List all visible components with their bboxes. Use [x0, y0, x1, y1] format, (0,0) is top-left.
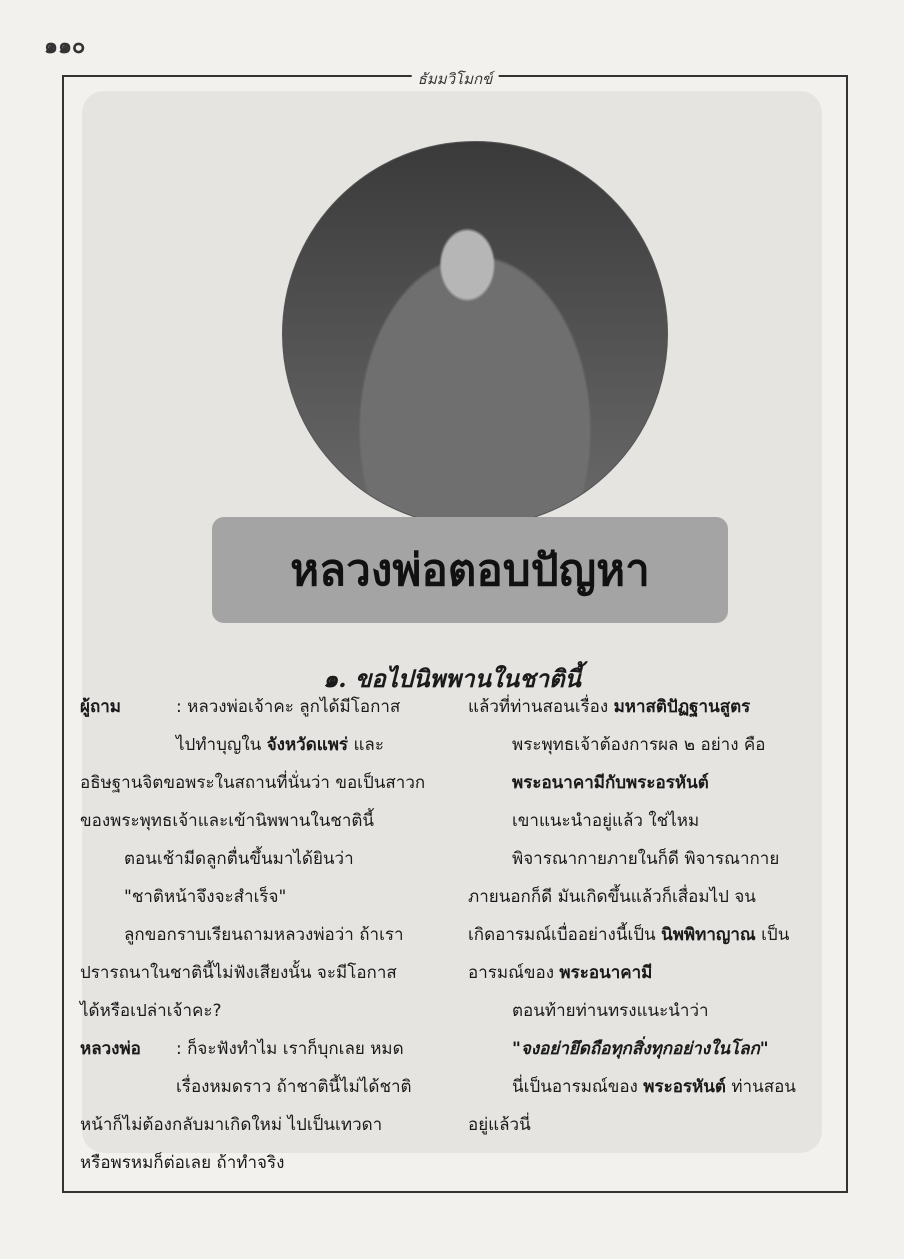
line-text: ไปทำบุญใน — [176, 735, 267, 755]
line-text: นี่เป็นอารมณ์ของ — [512, 1077, 644, 1097]
line-text: เกิดอารมณ์เบื่ออย่างนี้เป็น — [468, 925, 662, 945]
speaker-label: หลวงพ่อ — [80, 1039, 141, 1059]
text-line — [80, 1030, 456, 1068]
text-line: หรือพรหมก็ต่อเลย ถ้าทำจริง — [80, 1153, 285, 1173]
text-line: หน้าก็ไม่ต้องกลับมาเกิดใหม่ ไปเป็นเทวดา — [80, 1115, 383, 1135]
text-line: อยู่แล้วนี่ — [468, 1115, 531, 1135]
text-line: เรื่องหมดราว ถ้าชาตินี้ไม่ได้ชาติ — [176, 1077, 412, 1097]
line-text: แล้วที่ท่านสอนเรื่อง — [468, 697, 614, 717]
line-text: อารมณ์ของ — [468, 963, 560, 983]
text-line: "ชาติหน้าจึงจะสำเร็จ" — [124, 887, 287, 907]
text-line — [80, 726, 456, 764]
text-line: พระอนาคามีกับพระอรหันต์ — [512, 773, 709, 793]
text-line: ตอนเช้ามีดลูกตื่นขึ้นมาได้ยินว่า — [124, 849, 354, 869]
line-text: และ — [348, 735, 384, 755]
page-number: ๑๑๐ — [44, 33, 86, 59]
line-text: : หลวงพ่อเจ้าคะ ลูกได้มีโอกาส — [176, 697, 401, 717]
text-line: อธิษฐานจิตขอพระในสถานที่นั่นว่า ขอเป็นสาวก — [80, 773, 426, 793]
text-line: ปรารถนาในชาตินี้ไม่ฟังเสียงนั้น จะมีโอกาส — [80, 963, 397, 983]
line-text: : ก็จะฟังทำไม เราก็บุกเลย หมด — [176, 1039, 404, 1059]
text-line: ของพระพุทธเจ้าและเข้านิพพานในชาตินี้ — [80, 811, 375, 831]
left-column — [80, 688, 456, 1182]
text-line — [468, 954, 846, 992]
text-line: ภายนอกก็ดี มันเกิดขึ้นแล้วก็เสื่อมไป จน — [468, 887, 756, 907]
speaker-label: ผู้ถาม — [80, 697, 122, 717]
text-line: ตอนท้ายท่านทรงแนะนำว่า — [512, 1001, 709, 1021]
right-column — [468, 688, 846, 1144]
text-line: ได้หรือเปล่าเจ้าคะ? — [80, 1001, 222, 1021]
term-bold: พระอรหันต์ — [643, 1077, 726, 1097]
text-line: ลูกขอกราบเรียนถามหลวงพ่อว่า ถ้าเรา — [124, 925, 404, 945]
sutta-name: มหาสติปัฏฐานสูตร — [613, 697, 751, 717]
text-line — [468, 688, 846, 726]
text-line: พิจารณากายภายในก็ดี พิจารณากาย — [512, 849, 780, 869]
term-bold: พระอนาคามี — [559, 963, 653, 983]
text-line — [468, 916, 846, 954]
portrait-photo — [282, 141, 668, 527]
text-line: เขาแนะนำอยู่แล้ว ใช่ไหม — [512, 811, 700, 831]
line-text: ท่านสอน — [725, 1077, 796, 1097]
place-name: จังหวัดแพร่ — [266, 735, 349, 755]
term-bold: นิพพิทาญาณ — [661, 925, 756, 945]
text-line — [468, 1068, 846, 1106]
running-head: ธัมมวิโมกข์ — [412, 67, 499, 91]
quote-line: "จงอย่ายึดถือทุกสิ่งทุกอย่างในโลก" — [512, 1039, 769, 1059]
text-line: พระพุทธเจ้าต้องการผล ๒ อย่าง คือ — [512, 735, 766, 755]
section-heading: ๑. ขอไปนิพพานในชาตินี้ — [323, 664, 581, 693]
line-text: เป็น — [755, 925, 790, 945]
text-line — [80, 688, 456, 726]
page-title: หลวงพ่อตอบปัญหา — [212, 517, 728, 623]
